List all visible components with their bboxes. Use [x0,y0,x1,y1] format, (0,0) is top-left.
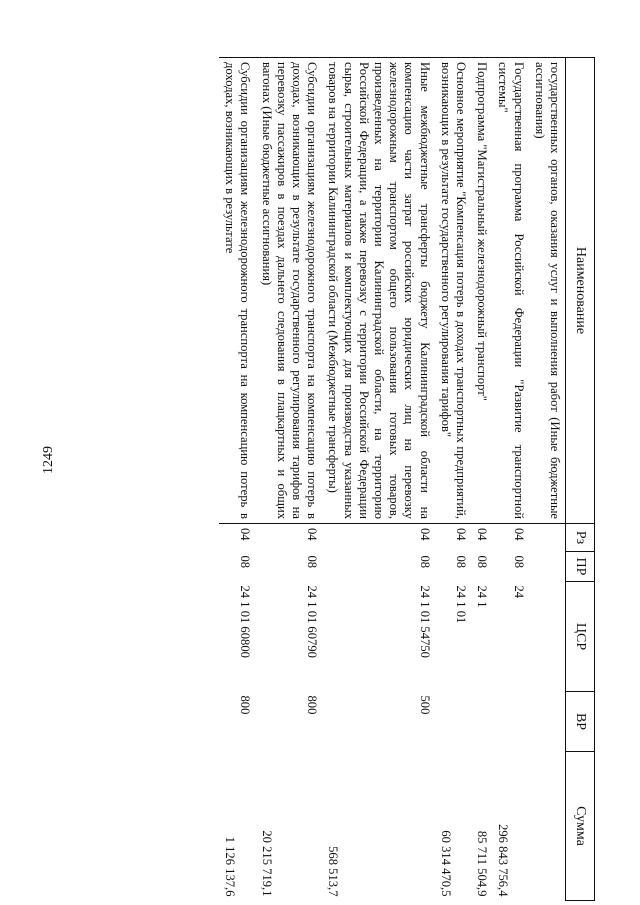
cell-sum: 20 215 719,1 [259,830,274,897]
header-sum: Сумма [566,752,595,901]
table-row [529,58,566,901]
cell-rz: 04 [417,528,432,541]
cell-sum: 85 711 504,9 [475,830,490,897]
cell-vr [529,692,566,752]
rotated-page-content [85,57,595,900]
budget-table [219,57,595,901]
header-pr: ПР [566,552,595,582]
header-vr: ВР [566,692,595,752]
cell-rz [529,524,566,552]
cell-csr: 24 1 01 54750 [417,585,432,658]
cell-name: Субсидии организациям железнодорожного транспорта на компенсацию потерь в доходах, возникающих в результате [219,58,255,524]
cell-vr [471,692,492,752]
cell-pr: 08 [238,555,253,569]
cell-name: Основное мероприятие "Компенсация потерь в доходах транспортных предприятий, возникающих в результате государственного регулирования тарифов" [435,58,471,524]
cell-csr [529,582,566,692]
cell-sum [529,752,566,901]
cell-pr [529,552,566,582]
cell-name: Иные межбюджетные трансферты бюджету Калининградской области на компенсацию части затрат российских юридических лиц на перевозку железнодорожным транспортом общего пользования готовых товаров, произведенных на территории Калининградской области, на территорию Российской Федерации, а также перевозку с территории Российской Федерации сырья, строительных материалов и комплектующих для производства указанных товаров на территории Калининградской области (Межбюджетные трансферты) [322,58,434,524]
table-row [435,58,471,901]
cell-pr: 08 [417,555,432,569]
table-row [471,58,492,901]
cell-rz: 04 [305,528,320,541]
table-row [492,58,528,901]
cell-csr: 24 [511,585,526,599]
cell-name: государственных органов, оказания услуг и выполнения работ (Иные бюджетные ассигнования) [529,58,566,524]
header-name: Наименование [566,58,595,524]
header-csr: ЦСР [566,582,595,692]
cell-csr: 24 1 01 60800 [238,585,253,658]
cell-name: Субсидии организациям железнодорожного транспорта на компенсацию потерь в доходах, возникающих в результате государственного регулирования тарифов на перевозку пассажиров в поездах дальнего следования в плацкартных и общих вагонах (Иные бюджетные ассигнования) [255,58,322,524]
table-row [255,58,322,901]
cell-pr: 08 [511,555,526,569]
cell-name: Государственная программа Российской Федерации "Развитие транспортной системы" [492,58,528,524]
cell-vr [492,692,528,752]
cell-sum: 1 126 137,6 [223,836,238,897]
cell-rz: 04 [453,528,468,541]
cell-rz: 04 [475,528,490,541]
cell-vr: 500 [417,695,432,715]
table-row [322,58,434,901]
cell-sum: 296 843 756,4 [496,824,511,897]
cell-csr: 24 1 01 [453,585,468,624]
cell-sum: 60 314 470,5 [438,830,453,897]
cell-pr: 08 [305,555,320,569]
cell-pr: 08 [453,555,468,569]
cell-vr: 800 [238,695,253,715]
cell-pr: 08 [475,555,490,569]
cell-csr: 24 1 01 60790 [305,585,320,658]
cell-name: Подпрограмма "Магистральный железнодорожный транспорт" [471,58,492,524]
table-row [219,58,255,901]
cell-vr [435,692,471,752]
cell-vr: 800 [305,695,320,715]
table-header-row [566,58,595,901]
cell-sum: 568 513,7 [326,846,341,897]
header-rz: Рз [566,524,595,552]
cell-csr: 24 1 [475,585,490,608]
cell-rz: 04 [238,528,253,541]
cell-rz: 04 [511,528,526,541]
page-number: 1249 [41,446,56,474]
